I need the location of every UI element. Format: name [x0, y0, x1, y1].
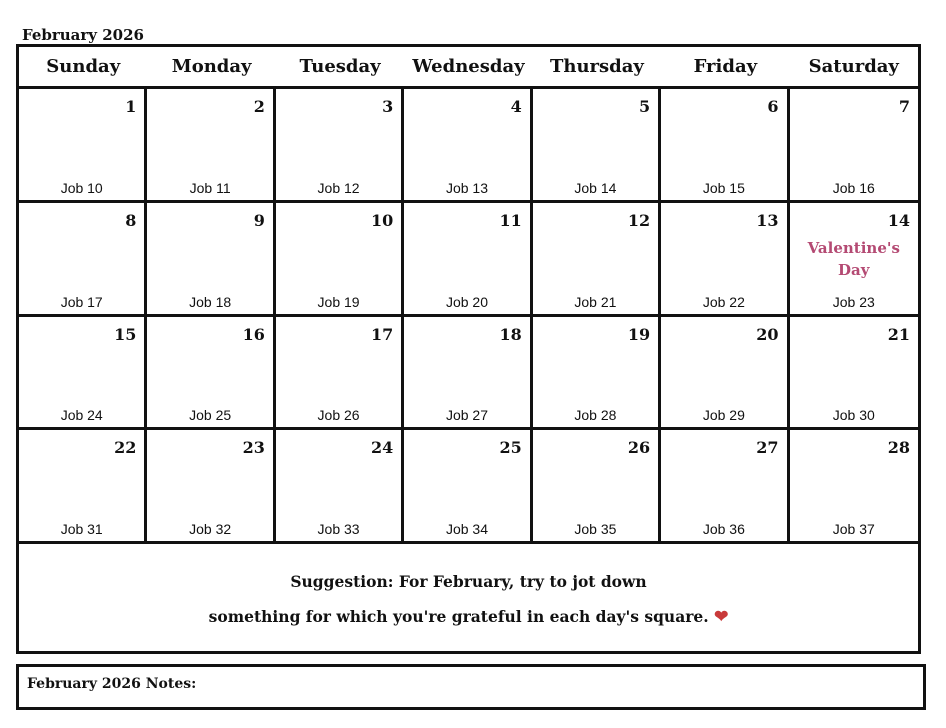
- weekday-header-row: [19, 47, 918, 89]
- job-label: Job 29: [702, 407, 745, 424]
- job-label: Job 18: [189, 293, 232, 310]
- day-number: 27: [756, 438, 779, 458]
- weekday-wednesday: Wednesday: [412, 56, 525, 77]
- weekday-monday: Monday: [171, 56, 252, 77]
- day-number: 17: [371, 324, 394, 344]
- job-label: Job 21: [574, 293, 617, 310]
- day-cell-12[interactable]: [533, 203, 661, 317]
- day-cell-16[interactable]: [147, 317, 275, 431]
- day-number: 18: [499, 324, 522, 344]
- day-number: 1: [125, 97, 137, 116]
- page-title: February 2026: [22, 26, 144, 44]
- day-cell-18[interactable]: [404, 317, 532, 431]
- day-number: 23: [242, 438, 265, 458]
- job-label: Job 34: [445, 521, 489, 537]
- job-label: Job 11: [189, 179, 231, 196]
- job-label: Job 16: [832, 179, 875, 196]
- day-cell-24[interactable]: [276, 430, 404, 544]
- day-cell-9[interactable]: [147, 203, 275, 317]
- day-cell-10[interactable]: [276, 203, 404, 317]
- day-number: 28: [887, 438, 910, 458]
- job-label: Job 20: [445, 293, 489, 310]
- day-number: 5: [639, 97, 651, 116]
- calendar-grid: [16, 44, 921, 654]
- job-label: Job 26: [317, 407, 360, 424]
- job-label: Job 17: [60, 293, 103, 310]
- job-label: Job 12: [317, 179, 360, 196]
- job-label: Job 19: [317, 293, 360, 310]
- job-label: Job 30: [832, 407, 875, 424]
- job-label: Job 23: [832, 293, 875, 310]
- day-number: 20: [756, 324, 779, 344]
- day-cell-19[interactable]: [533, 317, 661, 431]
- day-cell-5[interactable]: [533, 89, 661, 203]
- day-number: 7: [898, 97, 910, 116]
- job-label: Job 15: [702, 179, 745, 196]
- day-cell-3[interactable]: [276, 89, 404, 203]
- day-cell-6[interactable]: [661, 89, 789, 203]
- day-cell-11[interactable]: [404, 203, 532, 317]
- job-label: Job 28: [574, 407, 617, 424]
- day-cell-17[interactable]: [276, 317, 404, 431]
- heart-icon: ❤: [714, 606, 729, 627]
- day-number: 15: [114, 324, 137, 344]
- day-cell-23[interactable]: [147, 430, 275, 544]
- notes-box[interactable]: [16, 664, 926, 710]
- day-cell-15[interactable]: [19, 317, 147, 431]
- day-cell-8[interactable]: [19, 203, 147, 317]
- job-label: Job 24: [60, 407, 103, 424]
- day-number: 26: [627, 438, 651, 458]
- day-number: 10: [371, 210, 394, 230]
- day-number: 25: [499, 438, 522, 458]
- notes-label: February 2026 Notes:: [27, 676, 197, 692]
- day-number: 21: [887, 324, 910, 344]
- suggestion-line-2: something for which you're grateful in each day's square.: [208, 606, 709, 626]
- day-number: 19: [627, 324, 651, 344]
- weekday-sunday: Sunday: [46, 56, 121, 77]
- day-cell-28[interactable]: [790, 430, 918, 544]
- day-cell-1[interactable]: [19, 89, 147, 203]
- day-cell-20[interactable]: [661, 317, 789, 431]
- day-cell-27[interactable]: [661, 430, 789, 544]
- job-label: Job 10: [60, 179, 103, 196]
- weekday-tuesday: Tuesday: [299, 56, 381, 77]
- job-label: Job 14: [574, 179, 617, 196]
- weekday-friday: Friday: [693, 56, 758, 77]
- day-cell-26[interactable]: [533, 430, 661, 544]
- day-number: 2: [253, 97, 265, 116]
- day-number: 11: [499, 210, 522, 230]
- day-number: 8: [125, 210, 137, 230]
- day-cell-13[interactable]: [661, 203, 789, 317]
- day-cell-7[interactable]: [790, 89, 918, 203]
- day-number: 12: [627, 210, 651, 230]
- holiday-label: Valentine's Day: [807, 238, 900, 279]
- day-cell-22[interactable]: [19, 430, 147, 544]
- day-cell-4[interactable]: [404, 89, 532, 203]
- job-label: Job 22: [702, 293, 745, 310]
- job-label: Job 25: [189, 407, 232, 424]
- day-number: 14: [887, 210, 910, 230]
- day-number: 16: [242, 324, 265, 344]
- suggestion-line-1: Suggestion: For February, try to jot down: [290, 571, 647, 591]
- weekday-thursday: Thursday: [549, 56, 644, 77]
- day-number: 22: [114, 438, 137, 458]
- day-number: 24: [371, 438, 394, 458]
- day-cell-25[interactable]: [404, 430, 532, 544]
- day-cell-2[interactable]: [147, 89, 275, 203]
- weekday-saturday: Saturday: [808, 56, 899, 77]
- day-number: 4: [510, 97, 522, 116]
- day-number: 13: [756, 210, 779, 230]
- day-cell-21[interactable]: [790, 317, 918, 431]
- suggestion-line-2-wrap: [209, 599, 729, 635]
- day-number: 9: [253, 210, 265, 230]
- day-number: 6: [767, 97, 779, 116]
- weeks-grid: [19, 89, 918, 544]
- job-label: Job 27: [445, 407, 489, 424]
- day-number: 3: [382, 97, 394, 116]
- job-label: Job 35: [574, 521, 617, 537]
- job-label: Job 31: [60, 521, 103, 537]
- job-label: Job 32: [189, 521, 232, 537]
- day-cell-14[interactable]: [790, 203, 918, 317]
- suggestion-box: [19, 544, 918, 654]
- job-label: Job 13: [445, 179, 489, 196]
- job-label: Job 37: [832, 521, 875, 537]
- job-label: Job 33: [317, 521, 360, 537]
- job-label: Job 36: [702, 521, 745, 537]
